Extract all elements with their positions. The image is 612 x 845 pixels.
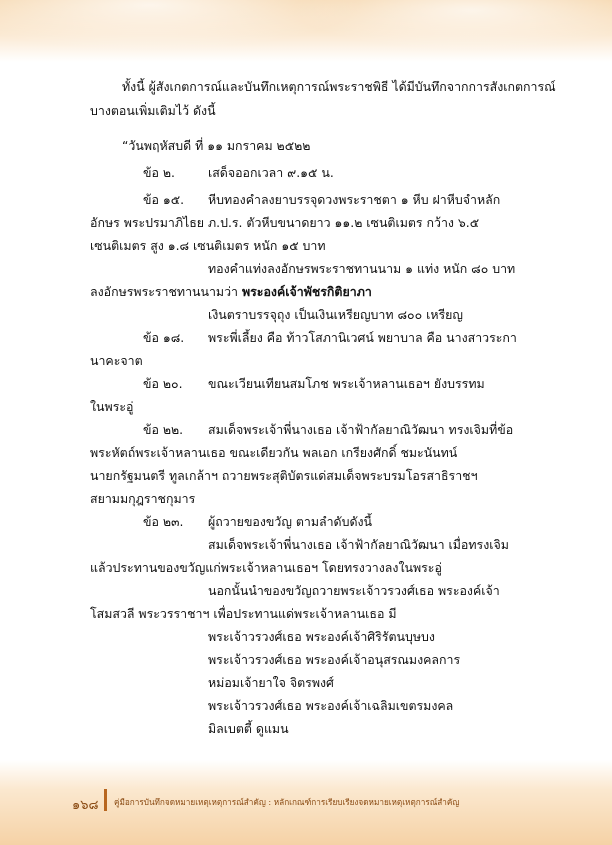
entry-15-number: ข้อ ๑๕. [143, 192, 185, 207]
entry-20-text: ขณะเวียนเทียนสมโภช พระเจ้าหลานเธอฯ ยังบรรทม [208, 376, 485, 391]
entry-15-cont-4 [90, 284, 372, 300]
entry-23-cont-1: สมเด็จพระเจ้าพี่นางเธอ เจ้าฟ้ากัลยาณิวัฒนา เมื่อทรงเจิม [208, 537, 509, 552]
page-number: ๑๖๘ [72, 798, 99, 813]
entry-23-cont-4: โสมสวลี พระวรราชาฯ เพื่อประทานแด่พระเจ้าหลานเธอ มี [90, 606, 397, 621]
entry-2-text: เสด็จออกเวลา ๙.๑๕ น. [208, 165, 334, 180]
intro-line-1: ทั้งนี้ ผู้สังเกตการณ์และบันทึกเหตุการณ์พระราชพิธี ได้มีบันทึกจากการสังเกตการณ์ [122, 79, 556, 94]
entry-22-cont-1: พระหัตถ์พระเจ้าหลานเธอ ขณะเดียวกัน พลเอก เกรียงศักดิ์ ชมะนันทน์ [90, 445, 458, 460]
entry-15-cont-3: ทองคำแท่งลงอักษรพระราชทานนาม ๑ แท่ง หนัก ๘๐ บาท [208, 261, 516, 276]
entry-18-cont-1: นาคะจาต [90, 353, 143, 368]
entry-15-cont-4-text: ลงอักษรพระราชทานนามว่า [90, 284, 239, 299]
entry-15-cont-1: อักษร พระปรมาภิไธย ภ.ป.ร. ตัวหีบขนาดยาว ๑๑.๒ เซนติเมตร กว้าง ๖.๕ [90, 215, 480, 230]
entry-20-number: ข้อ ๒๐. [143, 376, 183, 391]
entry-22-text: สมเด็จพระเจ้าพี่นางเธอ เจ้าฟ้ากัลยาณิวัฒนา ทรงเจิมที่ข้อ [208, 422, 514, 437]
intro-line-2: บางตอนเพิ่มเติมไว้ ดังนี้ [90, 103, 216, 118]
entry-23-cont-3: นอกนั้นนำของขวัญถวายพระเจ้าวรวงศ์เธอ พระองค์เจ้า [208, 583, 500, 598]
entry-18-text: พระพี่เลี้ยง คือ ท้าวโสภานิเวศน์ พยาบาล คือ นางสาวระกา [208, 330, 517, 345]
gift-giver-item: มิลเบตตี้ ดูแมน [208, 721, 289, 736]
entry-20-cont-1: ในพระอู่ [90, 399, 134, 414]
entry-22-number: ข้อ ๒๒. [143, 422, 184, 437]
footer-title: คู่มือการบันทึกจดหมายเหตุเหตุการณ์สำคัญ : หลักเกณฑ์การเรียบเรียงจดหมายเหตุเหตุการณ์สำคัญ [114, 797, 460, 807]
entry-18-number: ข้อ ๑๘. [143, 330, 185, 345]
header-decoration-band [0, 0, 612, 62]
entry-23-number: ข้อ ๒๓. [143, 514, 184, 529]
entry-2-number: ข้อ ๒. [143, 165, 175, 180]
gift-giver-item: พระเจ้าวรวงศ์เธอ พระองค์เจ้าเฉลิมเขตรมงคล [208, 698, 454, 713]
entry-23-text: ผู้ถวายของขวัญ ตามลำดับดังนี้ [208, 514, 373, 529]
entry-date: “วันพฤหัสบดี ที่ ๑๑ มกราคม ๒๕๒๒ [122, 138, 311, 153]
entry-22-cont-3: สยามมกุฎราชกุมาร [90, 491, 196, 506]
entry-23-cont-2: แล้วประทานของขวัญแก่พระเจ้าหลานเธอฯ โดยทรงวางลงในพระอู่ [90, 560, 442, 575]
entry-22-cont-2: นายกรัฐมนตรี ทูลเกล้าฯ ถวายพระสุติบัตรแด่สมเด็จพระบรมโอรสาธิราชฯ [90, 468, 478, 483]
entry-15-cont-5: เงินตราบรรจุถุง เป็นเงินเหรียญบาท ๘๐๐ เหรียญ [208, 307, 463, 322]
entry-15-text: หีบทองคำลงยาบรรจุดวงพระราชตา ๑ หีบ ฝาหีบจำหลัก [208, 192, 501, 207]
royal-name: พระองค์เจ้าพัชรกิติยาภา [241, 284, 372, 299]
gift-giver-item: พระเจ้าวรวงศ์เธอ พระองค์เจ้าศิริรัตนบุษบง [208, 629, 435, 644]
gift-giver-item: หม่อมเจ้ายาใจ จิตรพงศ์ [208, 675, 334, 690]
footer-divider [104, 789, 107, 811]
entry-15-cont-2: เซนติเมตร สูง ๑.๘ เซนติเมตร หนัก ๑๕ บาท [90, 238, 326, 253]
gift-giver-item: พระเจ้าวรวงศ์เธอ พระองค์เจ้าอนุสรณมงคลการ [208, 652, 461, 667]
